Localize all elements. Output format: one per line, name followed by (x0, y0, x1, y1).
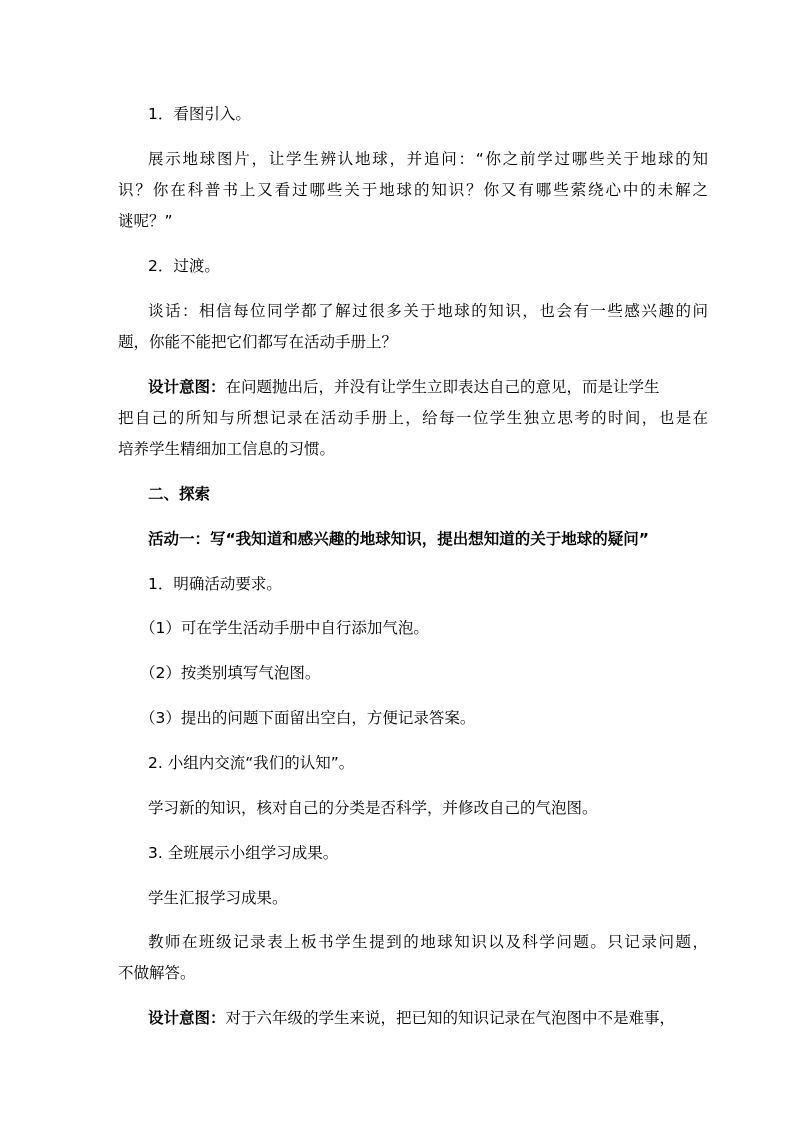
paragraph-line: 题，你能不能把它们都写在活动手册上？ (118, 333, 398, 351)
paragraph-step-2-heading: 2．过渡。 (148, 257, 220, 275)
design-intent-text: 对于六年级的学生来说，把已知的知识记录在气泡图中不是难事， (225, 1009, 676, 1027)
paragraph-line: 培养学生精细加工信息的习惯。 (118, 440, 336, 458)
paragraph-line: 学生汇报学习成果。 (148, 889, 288, 907)
activity-one-heading: 活动一：写“我知道和感兴趣的地球知识，提出想知道的关于地球的疑问” (148, 530, 649, 548)
paragraph-line: 识？你在科普书上又看过哪些关于地球的知识？你又有哪些萦绕心中的未解之 (118, 181, 708, 199)
paragraph-line: 谈话：相信每位同学都了解过很多关于地球的知识，也会有一些感兴趣的问 (148, 302, 708, 320)
design-intent-line (148, 1008, 675, 1028)
design-intent-line (148, 377, 660, 397)
paragraph-line: 学习新的知识，核对自己的分类是否科学，并修改自己的气泡图。 (148, 799, 598, 817)
paragraph-line: 3. 全班展示小组学习成果。 (148, 844, 339, 862)
paragraph-line: 不做解答。 (118, 964, 196, 982)
paragraph-line: 教师在班级记录表上板书学生提到的地球知识以及科学问题。只记录问题， (148, 933, 708, 951)
paragraph-line: 1．明确活动要求。 (148, 575, 282, 593)
list-item: （2）按类别填写气泡图。 (140, 664, 321, 682)
list-item: （1）可在学生活动手册中自行添加气泡。 (140, 619, 429, 637)
list-item: （3）提出的问题下面留出空白，方便记录答案。 (140, 709, 476, 727)
design-intent-label: 设计意图： (148, 1009, 226, 1027)
paragraph-line: 谜呢？” (118, 212, 173, 230)
paragraph-line: 把自己的所知与所想记录在活动手册上，给每一位学生独立思考的时间，也是在 (118, 409, 708, 427)
paragraph-line: 展示地球图片，让学生辨认地球，并追问：“你之前学过哪些关于地球的知 (148, 150, 708, 168)
paragraph-line: 2. 小组内交流“我们的认知”。 (148, 754, 355, 772)
section-heading-explore: 二、探索 (148, 485, 211, 503)
design-intent-text: 在问题抛出后，并没有让学生立即表达自己的意见，而是让学生 (225, 378, 660, 396)
paragraph-step-1-heading: 1．看图引入。 (148, 105, 251, 123)
design-intent-label: 设计意图： (148, 378, 226, 396)
